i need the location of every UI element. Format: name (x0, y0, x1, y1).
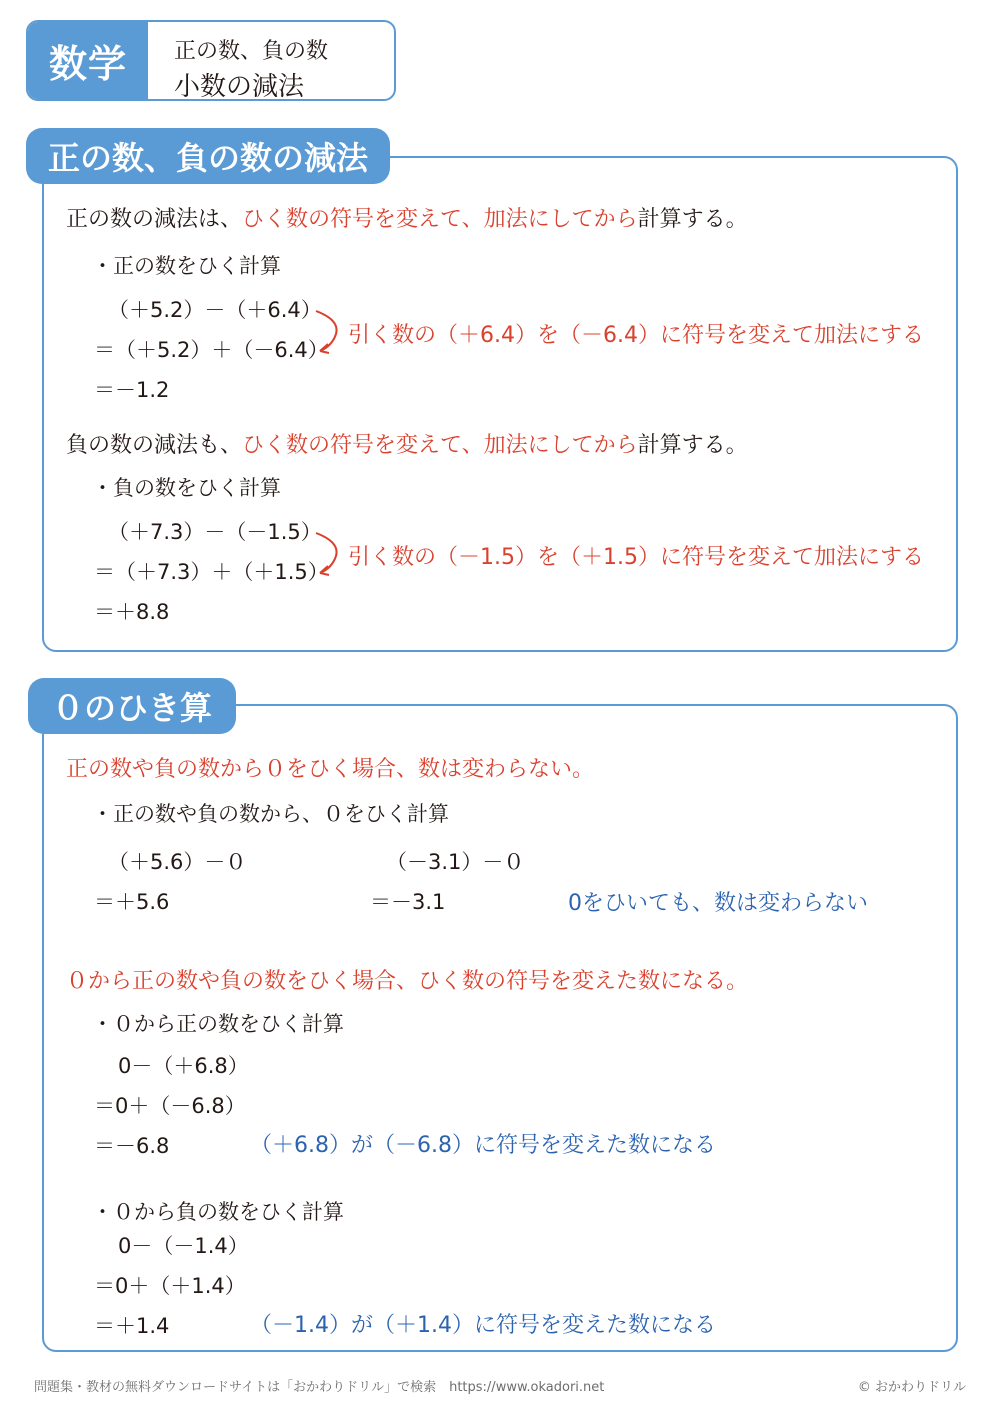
sub-heading: ・正の数や負の数から、０をひく計算 (92, 802, 449, 826)
annotation-note: 引く数の（＋6.4）を（－6.4）に符号を変えて加法にする (348, 323, 924, 348)
sub-heading: ・負の数をひく計算 (92, 476, 281, 500)
equation-line: ＝0＋（＋1.4） (94, 1274, 246, 1298)
topic-label: 正の数、負の数 (174, 39, 329, 64)
curved-arrow-icon (312, 308, 342, 356)
annotation-note: （－1.4）が（＋1.4）に符号を変えた数になる (250, 1313, 716, 1338)
header-tag (26, 20, 396, 101)
annotation-note: 引く数の（－1.5）を（＋1.5）に符号を変えて加法にする (348, 545, 924, 570)
equation-line: （＋7.3）－（－1.5） (108, 520, 322, 544)
sub-heading: ・正の数をひく計算 (92, 254, 281, 278)
equation-line: ＝－6.8 (94, 1134, 170, 1158)
equation-line: ＝＋1.4 (94, 1314, 170, 1338)
curved-arrow-icon (312, 530, 342, 578)
equation-line: ＝＋8.8 (94, 600, 170, 624)
rule-highlight: ひく数の符号を変えて、加法にしてから (242, 207, 638, 232)
equation-line: （＋5.2）－（＋6.4） (108, 298, 322, 322)
rule-zero-minus: 正の数や負の数から０をひく場合、数は変わらない。 (66, 757, 595, 782)
equation-line: ＝－3.1 (370, 890, 446, 914)
equation-line: ＝（＋5.2）＋（－6.4） (94, 338, 329, 362)
footer-copyright: © おかわりドリル (857, 1380, 966, 1395)
equation-line: ＝－1.2 (94, 378, 170, 402)
equation-line: 0－（－1.4） (118, 1234, 249, 1258)
equation-line: ＝＋5.6 (94, 890, 170, 914)
equation-line: （＋5.6）－０ (108, 850, 247, 874)
section-zero-title: ０のひき算 (28, 678, 236, 734)
annotation-note: 0をひいても、数は変わらない (568, 891, 868, 916)
footer-text: 問題集・教材の無料ダウンロードサイトは「おかわりドリル」で検索 https://www.okadori.net (34, 1380, 605, 1395)
sub-heading: ・０から正の数をひく計算 (92, 1012, 344, 1036)
sub-heading: ・０から負の数をひく計算 (92, 1200, 344, 1224)
rule-zero-from: ０から正の数や負の数をひく場合、ひく数の符号を変えた数になる。 (66, 969, 749, 994)
equation-line: ＝0＋（－6.8） (94, 1094, 246, 1118)
rule-highlight: ひく数の符号を変えて、加法にしてから (242, 433, 638, 458)
equation-line: （－3.1）－０ (386, 850, 525, 874)
rule-negative: 負の数の減法も、ひく数の符号を変えて、加法にしてから計算する。 (66, 433, 748, 458)
rule-positive: 正の数の減法は、ひく数の符号を変えて、加法にしてから計算する。 (66, 207, 748, 232)
equation-line: ＝（＋7.3）＋（＋1.5） (94, 560, 329, 584)
section-subtraction-title: 正の数、負の数の減法 (26, 128, 390, 184)
subject-label: 数学 (28, 22, 148, 99)
annotation-note: （＋6.8）が（－6.8）に符号を変えた数になる (250, 1133, 716, 1158)
equation-line: 0－（＋6.8） (118, 1054, 249, 1078)
page-title: 小数の減法 (174, 72, 305, 101)
